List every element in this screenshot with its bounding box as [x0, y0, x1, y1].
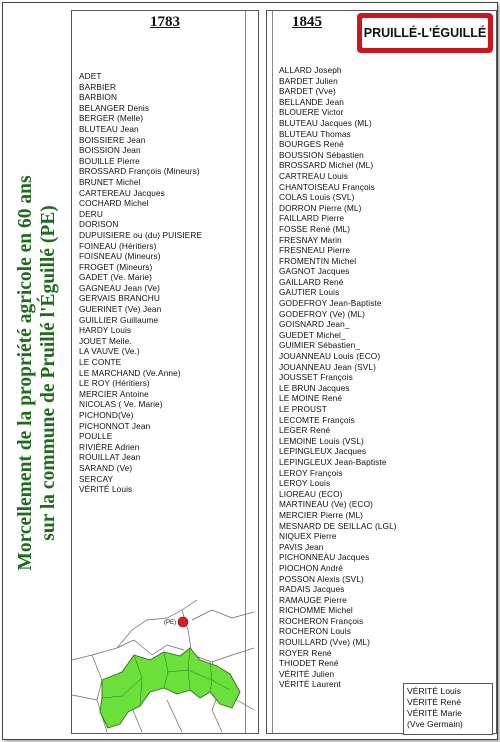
owner-name-1783: HARDY Louis	[79, 325, 132, 336]
owner-name-1845: LEGER René	[279, 425, 331, 436]
owner-name-1845: PICHONNEAU Jacques	[279, 552, 370, 563]
owner-name-1783: POULLE	[79, 431, 113, 442]
heir-name: VÉRITÉ Marie	[407, 708, 462, 718]
owner-name-1845: LIOREAU (ECO)	[279, 488, 343, 499]
owner-name-1845: NIQUEX Pierre	[279, 531, 337, 542]
owner-name-1783: BRUNET Michel	[79, 176, 141, 187]
owner-name-1783: LA VAUVE (Ve.)	[79, 346, 140, 357]
owner-name-1845: LEPINGLEUX Jacques	[279, 446, 367, 457]
owner-name-1845: ROUILLARD (Vve) (ML)	[279, 637, 370, 648]
owner-name-1783: COCHARD Michel	[79, 198, 149, 209]
owner-name-1783: VÉRITÉ Louis	[79, 484, 133, 495]
owner-name-1783: PICHONNOT Jean	[79, 420, 151, 431]
commune-map	[72, 600, 254, 732]
owner-name-1783: MERCIER Antoine	[79, 388, 149, 399]
commune-area	[100, 648, 240, 728]
page-frame	[2, 2, 498, 740]
owner-name-1845: BARDET Julien	[279, 75, 338, 86]
owner-name-1845: BOUSSION Sébastien	[279, 149, 364, 160]
year-heading-1845: 1845	[292, 14, 322, 30]
owner-name-1783: JOUET Melle.	[79, 335, 132, 346]
owner-name-1845: BROSSARD Michel (ML)	[279, 160, 374, 171]
heir-name: (Vve Germain)	[407, 719, 463, 729]
heir-name: VÉRITÉ Louis	[407, 686, 461, 696]
owner-name-1783: BELANGER Denis	[79, 102, 150, 113]
side-title	[7, 15, 67, 731]
owner-name-1783: ADET	[79, 71, 102, 81]
owner-name-1845: LE PROUST	[279, 404, 327, 414]
heirs-list	[404, 684, 492, 730]
owner-name-1845: GUEDET Michel_	[279, 329, 346, 340]
owner-name-1845: BLOUERE Victor	[279, 107, 344, 118]
owner-name-1783: SERCAY	[79, 473, 114, 484]
owner-name-1783: GUILLIER Guillaume	[79, 314, 159, 325]
owner-name-1845: BELLANDE Jean	[279, 96, 344, 107]
side-title-line-2: sur la commune de Pruillé l'Éguillé (PE)	[38, 205, 59, 541]
town-sign	[357, 13, 493, 53]
owner-name-1783: ROUILLAT Jean	[79, 452, 141, 463]
owner-list-1845	[279, 65, 397, 690]
owner-name-1783: FOINEAU (Héritiers)	[79, 240, 157, 251]
owner-name-1783: BROSSARD François (Mineurs)	[79, 166, 200, 177]
owner-name-1845: VÉRITÉ Laurent	[279, 679, 341, 690]
owner-name-1845: COLAS Louis (SVL)	[279, 192, 355, 203]
side-title-text	[14, 23, 60, 723]
year-heading-1783: 1783	[150, 14, 180, 30]
owner-name-1845: FROMENTIN Michel	[279, 255, 357, 266]
owner-name-1783: GADET (Ve. Marie)	[79, 272, 153, 283]
owner-name-1845: PIOCHON André	[279, 562, 344, 573]
owner-name-1845: PAVIS Jean	[279, 541, 324, 552]
owner-name-1783: LE CONTE	[79, 357, 122, 368]
owner-name-1845: LE MOINE René	[279, 393, 343, 404]
owner-name-1845: POSSON Alexis (SVL)	[279, 573, 364, 584]
owner-name-1845: GUIMIER Sébastien_	[279, 340, 361, 351]
owner-name-1783: CARTEREAU Jacques	[79, 187, 165, 198]
owner-name-1845: FRESNEAU Pierre	[279, 245, 351, 256]
owner-name-1783: BERGER (Melle)	[79, 113, 144, 124]
owner-list-1783	[79, 71, 202, 495]
column-1783	[71, 10, 259, 734]
owner-name-1845: LEROY François	[279, 467, 343, 478]
owner-name-1845: FRESNAY Marin	[279, 234, 342, 245]
owner-name-1845: LECOMTE François	[279, 414, 355, 425]
owner-name-1783: PICHOND(Ve)	[79, 410, 134, 420]
map-marker-label: (PE)	[164, 620, 176, 626]
owner-name-1783: BOUILLE Pierre	[79, 155, 140, 166]
owner-name-1845: LEMOINE Louis (VSL)	[279, 435, 364, 446]
owner-name-1783: FROGET (Mineurs)	[79, 261, 153, 272]
owner-name-1845: ALLARD Joseph	[279, 65, 342, 75]
owner-name-1783: NICOLAS ( Ve. Marie)	[79, 399, 163, 410]
owner-name-1845: MERCIER Pierre (ML)	[279, 509, 363, 520]
owner-name-1783: GAGNEAU Jean (Ve)	[79, 282, 161, 293]
owner-name-1845: CHANTOISEAU François	[279, 181, 375, 192]
owner-name-1845: LE BRUN Jacques	[279, 382, 350, 393]
owner-name-1845: THIODET René	[279, 658, 339, 669]
heirs-box	[403, 683, 493, 735]
owner-name-1845: LEROY Louis	[279, 478, 331, 489]
owner-name-1783: BOISSION Jean	[79, 145, 141, 156]
owner-name-1845: LEPINGLEUX Jean-Baptiste	[279, 456, 387, 467]
owner-name-1783: BARBION	[79, 92, 118, 103]
owner-name-1845: ROCHERON François	[279, 615, 364, 626]
owner-name-1845: ROCHERON Louis	[279, 626, 351, 637]
owner-name-1783: LE MARCHAND (Ve.Anne)	[79, 367, 181, 378]
column-divider	[272, 11, 273, 733]
owner-name-1783: DUPUISIERE ou (du) PUISIERE	[79, 229, 203, 240]
owner-name-1845: GAUTIER Louis	[279, 287, 340, 298]
owner-name-1783: BARBIER	[79, 81, 117, 92]
owner-name-1783: SARAND (Ve)	[79, 462, 133, 473]
owner-name-1783: LE ROY (Héritiers)	[79, 378, 150, 389]
side-title-line-1: Morcellement de la propriété agricole en 60 ans	[15, 175, 36, 571]
owner-name-1783: DERU	[79, 208, 103, 219]
owner-name-1845: RAMAUGE Pierre	[279, 594, 347, 605]
owner-name-1845: GODEFROY Jean-Baptiste	[279, 298, 382, 309]
owner-name-1783: BLUTEAU Jean	[79, 123, 139, 134]
owner-name-1845: RADAIS Jacques	[279, 584, 345, 595]
owner-name-1845: CARTREAU Louis	[279, 170, 349, 181]
owner-name-1845: RICHOMME Michel	[279, 605, 353, 616]
heir-name: VÉRITÉ René	[407, 697, 461, 707]
owner-name-1845: MARTINEAU (Ve) (ECO)	[279, 499, 374, 510]
owner-name-1845: GAGNOT Jacques	[279, 266, 350, 277]
owner-name-1845: ROYER René	[279, 647, 332, 658]
owner-name-1845: BLUTEAU Thomas	[279, 128, 351, 139]
owner-name-1845: JOUSSET François	[279, 372, 353, 383]
owner-name-1783: GERVAIS BRANCHU	[79, 293, 160, 304]
owner-name-1783: BOISSIERE Jean	[79, 134, 146, 145]
village-marker	[178, 617, 188, 627]
owner-name-1845: GODEFROY (Ve) (ML)	[279, 308, 366, 319]
owner-name-1845: GAILLARD René	[279, 276, 344, 287]
owner-name-1845: VÉRITÉ Julien	[279, 668, 335, 679]
owner-name-1845: BARDET (Vve)	[279, 86, 336, 97]
owner-name-1845: MESNARD DE SEILLAC (LGL)	[279, 520, 397, 531]
owner-name-1845: GOISNARD Jean_	[279, 319, 350, 330]
owner-name-1783: DORISON	[79, 219, 119, 230]
town-sign-label: PRUILLÉ-L'ÉGUILLÉ	[361, 17, 489, 49]
owner-name-1845: BLUTEAU Jacques (ML)	[279, 117, 372, 128]
owner-name-1845: JOUANNEAU Jean (SVL)	[279, 361, 376, 372]
owner-name-1845: BOURGES René	[279, 139, 344, 150]
column-1845	[266, 10, 497, 734]
owner-name-1783: FOISNEAU (Mineurs)	[79, 251, 161, 262]
owner-name-1845: FAILLARD Pierre	[279, 213, 345, 224]
owner-name-1845: DORRON Pierre (ML)	[279, 202, 362, 213]
owner-name-1845: FOSSE René (ML)	[279, 223, 351, 234]
owner-name-1845: JOUANNEAU Louis (ECO)	[279, 351, 381, 362]
owner-name-1783: RIVIÈRE Adrien	[79, 441, 140, 452]
owner-name-1783: GUERINET (Ve) Jean	[79, 304, 162, 315]
